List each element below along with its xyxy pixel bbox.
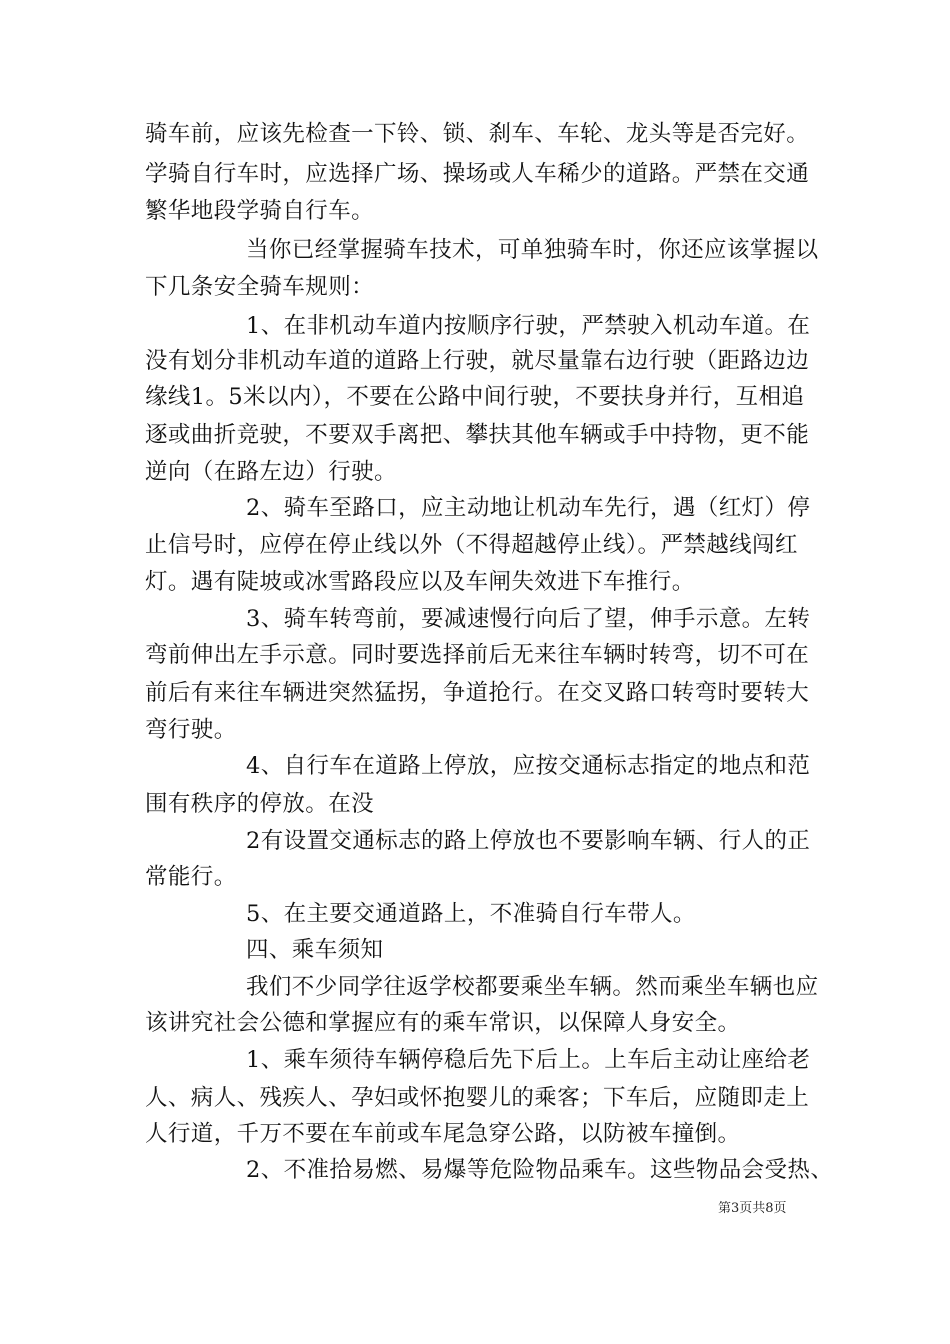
text-line: 逐或曲折竞驶，不要双手离把、攀扶其他车辆或手中持物，更不能 bbox=[145, 422, 810, 448]
text-line: 弯前伸出左手示意。同时要选择前后无来往车辆时转弯，切不可在 bbox=[145, 642, 810, 668]
paragraph-start: 3、骑车转弯前，要减速慢行向后了望，伸手示意。左转 bbox=[246, 606, 811, 632]
text-line: 该讲究社会公德和掌握应有的乘车常识，以保障人身安全。 bbox=[145, 1010, 741, 1036]
paragraph-start: 2、骑车至路口，应主动地让机动车先行，遇（红灯）停 bbox=[246, 495, 811, 521]
paragraph-start: 5、在主要交通道路上，不准骑自行车带人。 bbox=[246, 901, 696, 927]
text-line: 骑车前，应该先检查一下铃、锁、刹车、车轮、龙头等是否完好。 bbox=[145, 121, 810, 147]
text-line: 缘线1。5米以内），不要在公路中间行驶，不要扶身并行，互相追 bbox=[145, 384, 805, 410]
text-line: 围有秩序的停放。在没 bbox=[145, 791, 375, 817]
text-line: 常能行。 bbox=[145, 864, 237, 890]
paragraph-start: 2、不准拾易燃、易爆等危险物品乘车。这些物品会受热、 bbox=[246, 1157, 834, 1183]
text-line: 人、病人、残疾人、孕妇或怀抱婴儿的乘客；下车后，应随即走上 bbox=[145, 1085, 810, 1111]
paragraph-start: 1、乘车须待车辆停稳后先下后上。上车后主动让座给老 bbox=[246, 1047, 811, 1073]
text-line: 止信号时，应停在停止线以外（不得超越停止线）。严禁越线闯红 bbox=[145, 532, 798, 558]
paragraph-start: 当你已经掌握骑车技术，可单独骑车时，你还应该掌握以 bbox=[246, 237, 819, 263]
page-number: 第3页共8页 bbox=[718, 1201, 787, 1216]
text-line: 没有划分非机动车道的道路上行驶，就尽量靠右边行驶（距路边边 bbox=[145, 348, 810, 374]
text-line: 灯。遇有陡坡或冰雪路段应以及车闸失效进下车推行。 bbox=[145, 569, 695, 595]
text-line: 弯行驶。 bbox=[145, 717, 237, 743]
text-line: 人行道，千万不要在车前或车尾急穿公路，以防被车撞倒。 bbox=[145, 1121, 741, 1147]
text-line: 繁华地段学骑自行车。 bbox=[145, 198, 375, 224]
paragraph-start: 1、在非机动车道内按顺序行驶，严禁驶入机动车道。在 bbox=[246, 313, 811, 339]
text-line: 前后有来往车辆进突然猛拐，争道抢行。在交叉路口转弯时要转大 bbox=[145, 680, 810, 706]
text-line: 逆向（在路左边）行驶。 bbox=[145, 459, 397, 485]
text-line: 下几条安全骑车规则： bbox=[145, 274, 375, 300]
paragraph-start: 2有设置交通标志的路上停放也不要影响车辆、行人的正 bbox=[246, 828, 811, 854]
paragraph-start: 我们不少同学往返学校都要乘坐车辆。然而乘坐车辆也应 bbox=[246, 974, 819, 1000]
section-heading: 四、乘车须知 bbox=[246, 937, 384, 963]
paragraph-start: 4、自行车在道路上停放，应按交通标志指定的地点和范 bbox=[246, 753, 811, 779]
text-line: 学骑自行车时，应选择广场、操场或人车稀少的道路。严禁在交通 bbox=[145, 161, 810, 187]
